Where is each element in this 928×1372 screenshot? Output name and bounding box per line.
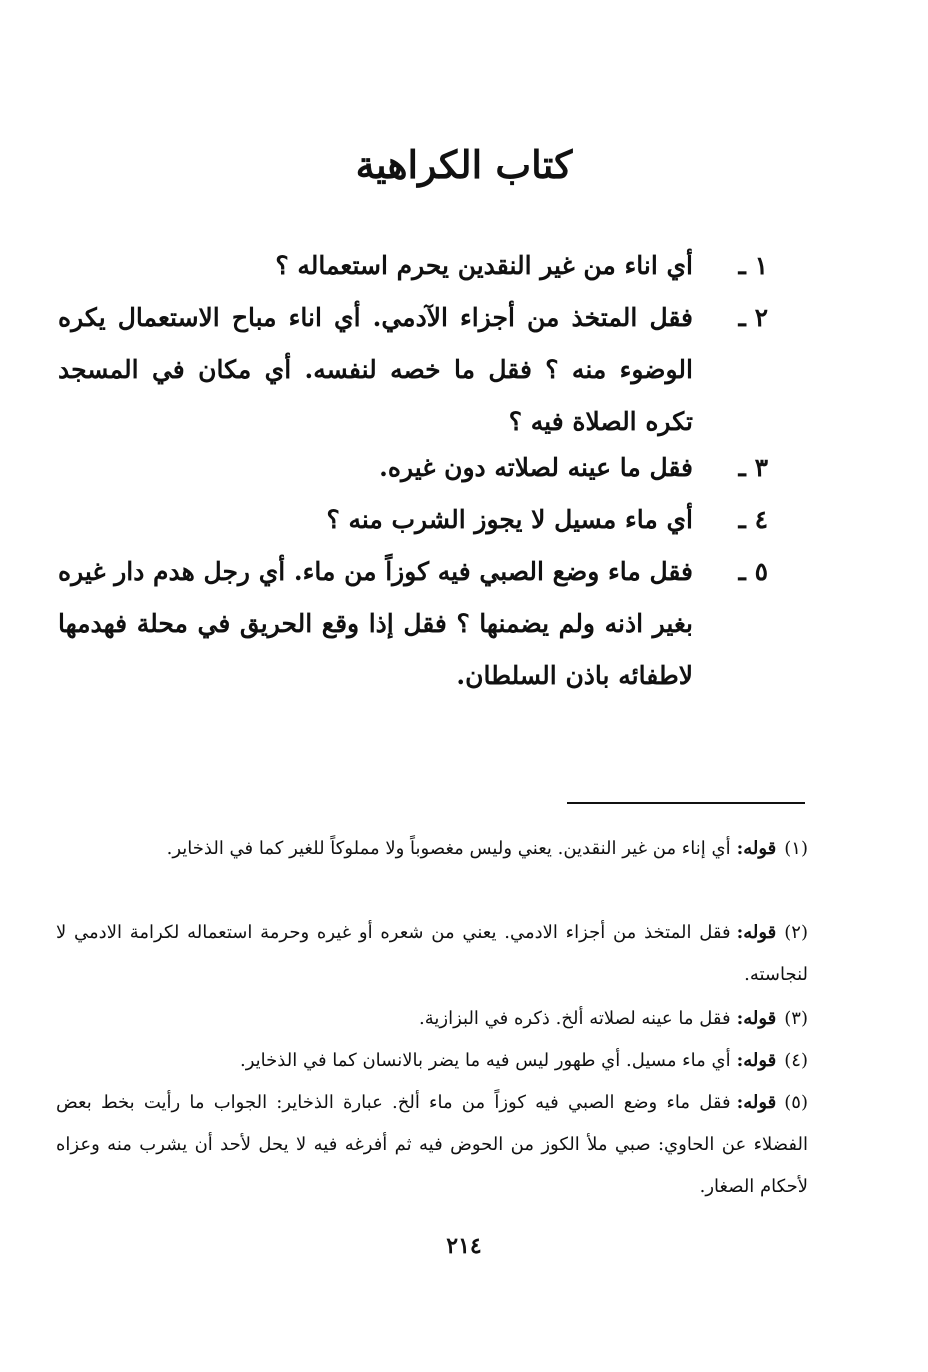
footnote-text: أي إناء من غير النقدين. يعني وليس مغصوباً ولا مملوكاً للغير كما في الذخاير.: [166, 838, 731, 859]
question-number: ٣ ـ: [738, 453, 768, 482]
footnote-keyword: قوله:: [736, 1008, 777, 1029]
footnote-text: فقل ما عينه لصلاته ألخ. ذكره في البزازية.: [419, 1008, 731, 1029]
question-number: ١ ـ: [738, 251, 768, 280]
question-number: ٤ ـ: [738, 505, 768, 534]
footnote-separator: [567, 802, 805, 804]
question-text: فقل المتخذ من أجزاء الآدمي. أي اناء مباح الاستعمال يكره الوضوء منه ؟ فقل ما خصه لنفسه. أي مكان في المسجد تكره الصلاة فيه ؟: [58, 303, 693, 436]
footnote-text: فقل المتخذ من أجزاء الادمي. يعني من شعره أو غيره وحرمة استعماله لكرامة الادمي لا لنجاسته.: [56, 922, 808, 985]
footnote-number: (١): [784, 838, 808, 859]
footnote-number: (٣): [784, 1008, 808, 1029]
question-text: فقل ما عينه لصلاته دون غيره.: [379, 453, 693, 482]
footnote-number: (٥): [784, 1092, 808, 1113]
question-text: فقل ماء وضع الصبي فيه كوزاً من ماء. أي رجل هدم دار غيره بغير اذنه ولم يضمنها ؟ فقل إذا وقع الحريق في محلة فهدمها لاطفائه باذن السلطان.: [57, 557, 693, 690]
footnote: [56, 912, 808, 996]
footnote-text: فقل ماء وضع الصبي فيه كوزاً من ماء ألخ. عبارة الذخاير: الجواب ما رأيت بخط بعض الفضلاء عن الحاوي: صبي ملأ الكوز من الحوض فيه ثم أفرغه فيه لا يحل لأحد أن يشرب منه وعزاه لأحكام الصغار.: [56, 1092, 808, 1197]
question-number: ٢ ـ: [738, 303, 768, 332]
footnote-number: (٤): [784, 1050, 808, 1071]
chapter-title: كتاب الكراهية: [355, 142, 573, 187]
question-text: أي اناء من غير النقدين يحرم استعماله ؟: [275, 251, 693, 280]
footnote-keyword: قوله:: [736, 1092, 777, 1113]
footnote: [56, 828, 808, 870]
question-text: أي ماء مسيل لا يجوز الشرب منه ؟: [326, 505, 693, 534]
footnote-keyword: قوله:: [736, 922, 777, 943]
footnote-keyword: قوله:: [736, 838, 777, 859]
page-number: ٢١٤: [446, 1233, 482, 1259]
footnote-number: (٢): [784, 922, 808, 943]
question-number: ٥ ـ: [738, 557, 768, 586]
footnote: [56, 1082, 808, 1208]
footnote: [56, 1040, 808, 1082]
footnote-keyword: قوله:: [736, 1050, 777, 1071]
footnote-text: أي ماء مسيل. أي طهور ليس فيه ما يضر بالانسان كما في الذخاير.: [240, 1050, 731, 1071]
footnote: [56, 998, 808, 1040]
